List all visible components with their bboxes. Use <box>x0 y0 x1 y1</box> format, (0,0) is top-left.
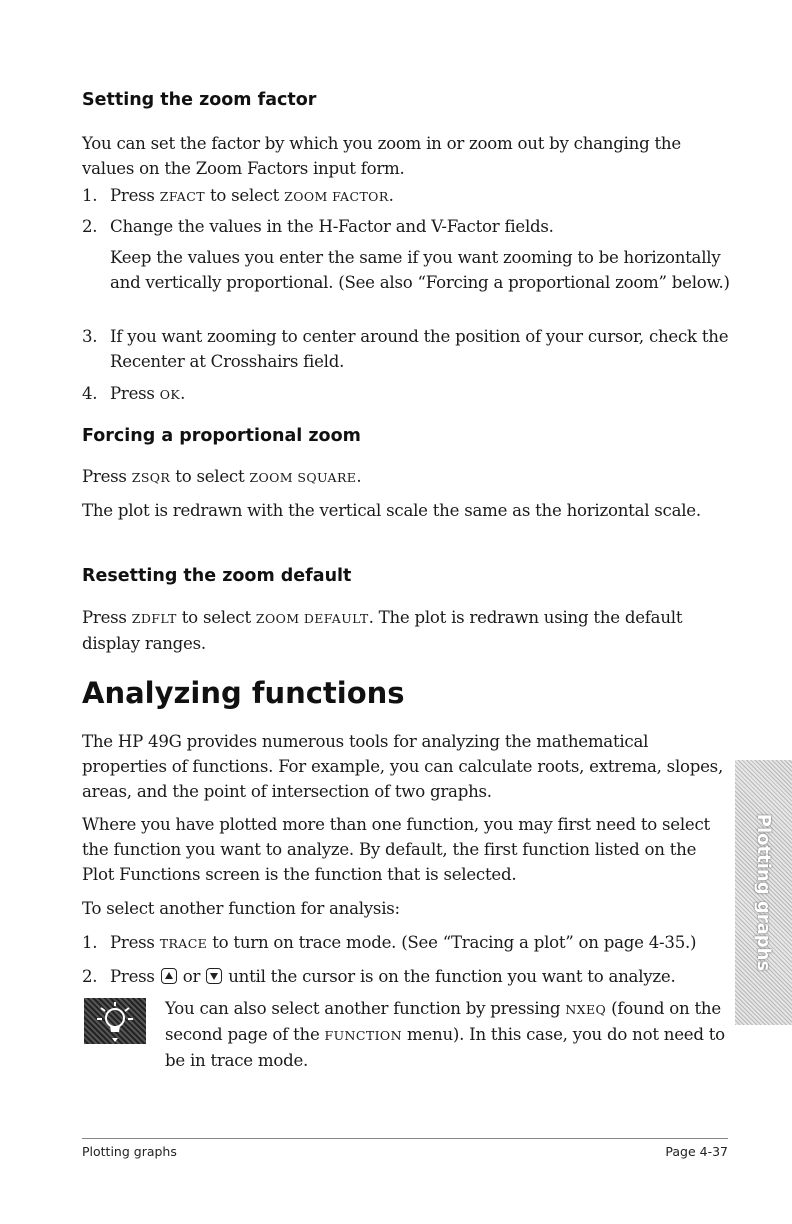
zoom-default-para: Press ZDFLT to select ZOOM DEFAULT. The plot is redrawn using the default display ranges. <box>82 608 683 653</box>
chapter-side-tab <box>735 760 792 1025</box>
proportional-zoom-para2: The plot is redrawn with the vertical scale the same as the horizontal scale. <box>82 501 701 520</box>
softkey-zdflt: ZDFLT <box>131 611 177 626</box>
softkey-nxeq: NXEQ <box>565 1002 607 1017</box>
up-arrow-key-icon <box>161 968 177 984</box>
heading-forcing-proportional-zoom: Forcing a proportional zoom <box>82 426 361 446</box>
softkey-trace: TRACE <box>159 936 208 951</box>
footer-chapter-title: Plotting graphs <box>82 1144 177 1159</box>
tip-text: You can also select another function by pressing NXEQ (found on the second page of the FUNCTION menu). In this case, you do not need to be in trace mode. <box>165 999 725 1070</box>
step-text: Press OK. <box>110 384 186 403</box>
side-tab-label: Plotting graphs <box>753 813 774 972</box>
menu-function: FUNCTION <box>324 1028 402 1043</box>
down-arrow-key-icon <box>206 968 222 984</box>
step-text: Press or until the cursor is on the function you want to analyze. <box>110 967 676 986</box>
step-number: 2. <box>82 217 98 236</box>
softkey-zsqr: ZSQR <box>131 470 171 485</box>
softkey-ok: OK <box>159 387 181 402</box>
step-text: Change the values in the H-Factor and V-Factor fields. <box>110 217 554 236</box>
menu-zoom-factor: ZOOM FACTOR <box>284 189 389 204</box>
heading-resetting-zoom-default: Resetting the zoom default <box>82 566 352 586</box>
menu-zoom-square: ZOOM SQUARE <box>249 470 357 485</box>
step-2-note: Keep the values you enter the same if you want zooming to be horizontally and vertically proportional. (See also “Forcing a proportional zoom” below.) <box>110 248 730 292</box>
analyzing-para1: The HP 49G provides numerous tools for analyzing the mathematical properties of functions. For example, you can calculate roots, extrema, slopes, areas, and the point of intersection of two graphs. <box>82 732 723 801</box>
footer-rule <box>82 1138 728 1139</box>
step-number: 4. <box>82 384 98 403</box>
softkey-zfact: ZFACT <box>159 189 205 204</box>
analyzing-para3: To select another function for analysis: <box>82 899 400 918</box>
lightbulb-icon <box>84 998 146 1044</box>
step-text: If you want zooming to center around the position of your cursor, check the Recenter at Crosshairs field. <box>110 327 729 371</box>
step-number: 2. <box>82 967 98 986</box>
step-number: 1. <box>82 186 98 205</box>
analyzing-para2: Where you have plotted more than one function, you may first need to select the function you want to analyze. By default, the first function listed on the Plot Functions screen is the function that is selected. <box>82 815 710 884</box>
footer-page-number: Page 4-37 <box>665 1144 728 1159</box>
proportional-zoom-line1: Press ZSQR to select ZOOM SQUARE. <box>82 467 362 486</box>
heading-analyzing-functions: Analyzing functions <box>82 676 405 710</box>
zoom-factor-intro: You can set the factor by which you zoom in or zoom out by changing the values on the Zoom Factors input form. <box>82 134 681 178</box>
menu-zoom-default: ZOOM DEFAULT <box>255 611 369 626</box>
heading-setting-zoom-factor: Setting the zoom factor <box>82 90 317 110</box>
step-number: 3. <box>82 327 98 346</box>
step-text: Press TRACE to turn on trace mode. (See “Tracing a plot” on page 4-35.) <box>110 933 697 952</box>
step-number: 1. <box>82 933 98 952</box>
step-text: Press ZFACT to select ZOOM FACTOR. <box>110 186 394 205</box>
